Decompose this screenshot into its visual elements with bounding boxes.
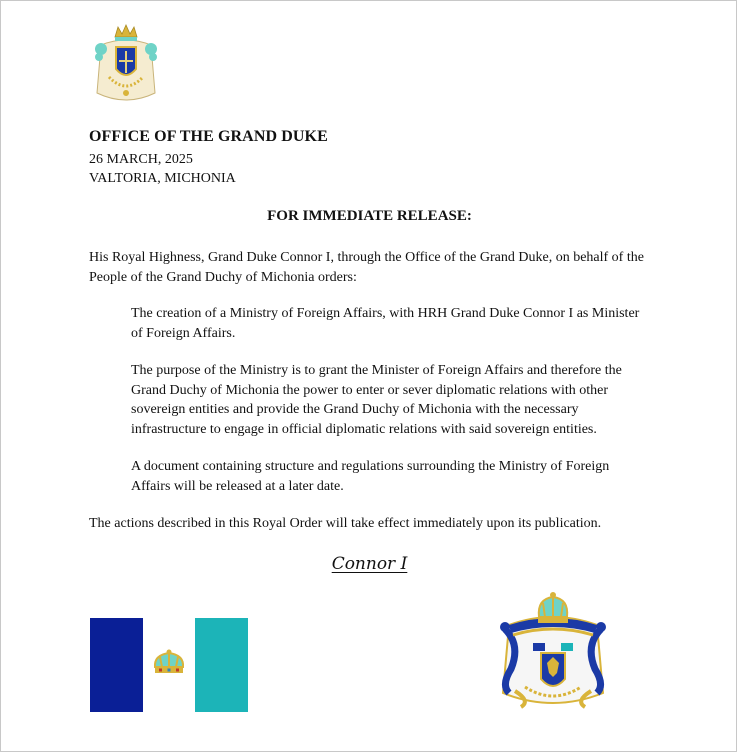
- coat-of-arms-large-icon: [491, 589, 615, 714]
- national-flag-icon: [90, 618, 248, 712]
- signature: [1, 554, 737, 574]
- order-paragraph-1: The creation of a Ministry of Foreign Affairs, with HRH Grand Duke Connor I as Minister of Foreign Affairs.: [131, 306, 640, 341]
- order-paragraph-2: The purpose of the Ministry is to grant the Minister of Foreign Affairs and therefore the Grand Duchy of Michonia the power to enter or sever diplomatic relations with other sovereign entities and provide the Grand Duchy of Michonia with the necessary infrastructure to engage in official diplomatic relations with said sovereign entities.: [131, 363, 622, 437]
- release-date: 26 MARCH, 2025: [89, 152, 193, 167]
- office-title: OFFICE OF THE GRAND DUKE: [89, 128, 328, 145]
- closing-paragraph: The actions described in this Royal Order will take effect immediately upon its publication.: [89, 516, 602, 531]
- intro-paragraph: His Royal Highness, Grand Duke Connor I, through the Office of the Grand Duke, on behalf of the People of the Grand Duchy of Michonia orders:: [89, 250, 644, 285]
- flag-blue-stripe: [90, 618, 143, 712]
- coat-of-arms-small-icon: [91, 23, 161, 108]
- release-location: VALTORIA, MICHONIA: [89, 171, 236, 186]
- crown-icon: [152, 649, 186, 679]
- order-paragraph-3: A document containing structure and regulations surrounding the Ministry of Foreign Affairs will be released at a later date.: [131, 459, 610, 494]
- letterhead: [89, 128, 328, 188]
- signature-text: Connor I: [331, 554, 408, 574]
- flag-teal-stripe: [195, 618, 248, 712]
- release-heading: FOR IMMEDIATE RELEASE:: [267, 208, 472, 224]
